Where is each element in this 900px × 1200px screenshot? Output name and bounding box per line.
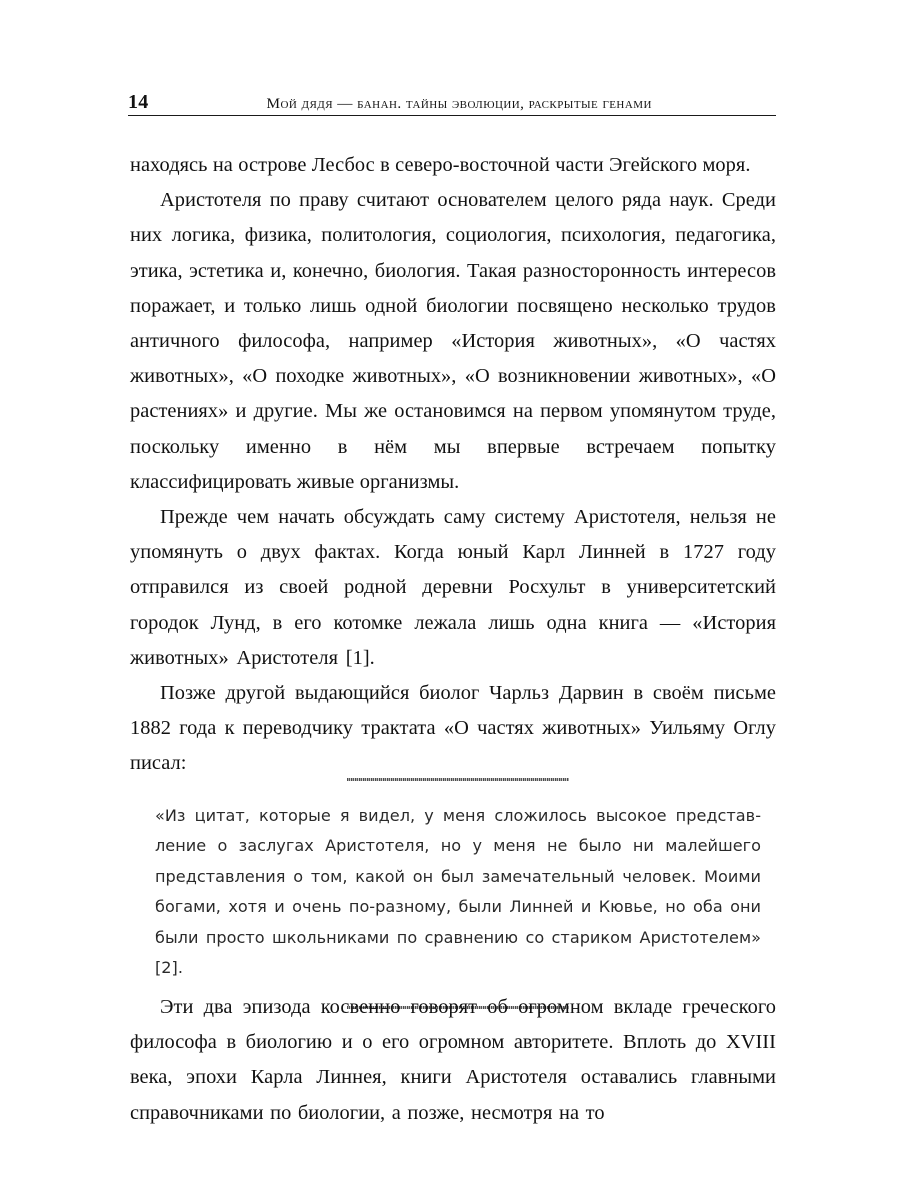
running-head (128, 82, 776, 116)
page-number: 14 (128, 91, 149, 113)
paragraph: Эти два эпизода косвенно говорят об огромном вкладе греческого философа в биологию и о его огромном авторитете. Вплоть до XVIII века, эпохи Карла Линнея, книги Аристотеля оставались главными справочниками по биологии, а позже, несмотря на то (130, 996, 776, 1124)
decorative-rule-icon (347, 778, 569, 781)
paragraph: Прежде чем начать обсуждать саму систему Аристотеля, нельзя не упомянуть о двух фактах. Когда юный Карл Линней в 1727 году отправился из своей родной деревни Росхульт в университетский городок Лунд, в его котомке лежала лишь одна книга — «История животных» Аристотеля [1]. (130, 506, 776, 669)
paragraph: Аристотеля по праву считают основателем целого ряда наук. Среди них логика, физика, политология, социология, психология, педагогика, этика, эстетика и, конечно, биология. Такая разносторонность интересов поражает, и только лишь одной биологии посвящено несколько трудов античного философа, например «История животных», «О частях животных», «О походке животных», «О возникновении животных», «О растениях» и другие. Мы же остановимся на первом упомянутом труде, поскольку именно в нём мы впервые встречаем попытку классифицировать живые организмы. (130, 189, 776, 493)
blockquote-body (155, 790, 761, 992)
body-text-column (130, 148, 776, 782)
tail-text-column (130, 990, 776, 1131)
paragraph: Позже другой выдающийся биолог Чарльз Дарвин в своём письме 1882 года к переводчику трактата «О частях животных» Уильяму Оглу писал: (130, 682, 776, 775)
blockquote (155, 768, 761, 1018)
paragraph: находясь на острове Лесбос в северо-восточной части Эгейского моря. (130, 154, 751, 176)
ornament-rule-top (155, 768, 761, 790)
blockquote-text: «Из цитат, которые я видел, у меня сложилось высокое представление о заслугах Аристотеля, но у меня не было ни малейшего представления о том, какой он был замечательный человек. Моими богами, хотя и очень по-разному, были Линней и Кювье, но оба они были просто школьниками по сравнению со стариком Аристотелем» [2]. (155, 806, 761, 978)
running-head-title: мой дядя — банан. тайны эволюции, раскрытые генами (266, 94, 652, 112)
